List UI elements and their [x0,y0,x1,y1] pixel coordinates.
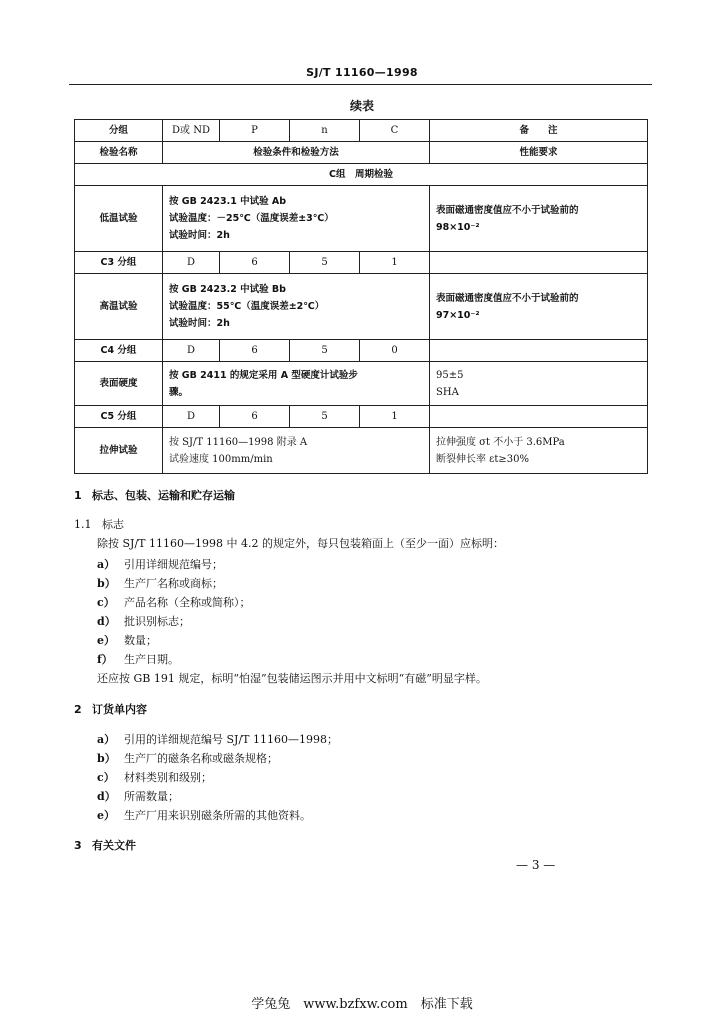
method-line: 试验时间：2h [169,230,230,241]
subgroup-row [75,406,648,428]
subsection-title: 标志 [102,518,124,531]
header-rule [69,84,652,85]
list-marker: a） [97,733,116,746]
subgroup-cell: 5 [290,252,360,274]
group-title: C组 周期检验 [75,164,648,186]
page-header: SJ/T 11160—1998 [306,66,418,79]
list-item [97,731,338,747]
section-heading-2 [74,701,147,717]
list-item [97,807,311,823]
header-cell: 检验条件和检验方法 [163,142,430,164]
method-line: 试验温度：55℃（温度误差±2℃） [169,301,325,312]
body-paragraph: 还应按 GB 191 规定，标明“怕湿”包装储运图示并用中文标明“有磁”明显字样。 [97,672,487,685]
list-item [97,769,212,785]
test-requirement [430,274,648,340]
test-method [163,274,430,340]
method-line: 试验温度：－25℃（温度误差±3℃） [169,213,334,224]
test-method [163,428,430,474]
header-cell: 分组 [75,120,163,142]
subgroup-cell: D [163,340,220,362]
group-title-row [75,164,648,186]
section-title: 有关文件 [92,839,136,852]
list-text: 引用的详细规范编号 SJ/T 11160—1998； [124,733,338,746]
list-item [97,575,223,591]
subgroup-row [75,252,648,274]
subgroup-cell: 1 [360,252,430,274]
subgroup-cell: 6 [220,406,290,428]
list-item [97,556,223,572]
list-text: 产品名称（全称或简称）； [124,596,251,609]
list-item [97,651,179,667]
list-marker: b） [97,752,116,765]
test-method [163,362,430,406]
section-heading-1 [74,487,235,503]
section-number: 2 [74,703,82,716]
requirement-line: 断裂伸长率 εt≥30% [436,453,529,465]
method-line: 按 GB 2423.1 中试验 Ab [169,196,287,207]
list-text: 生产日期。 [124,653,179,666]
list-item [97,594,251,610]
subgroup-cell: 6 [220,340,290,362]
subgroup-cell: C4 分组 [75,340,163,362]
subgroup-cell: D [163,406,220,428]
page-number: — 3 — [516,858,556,872]
header-cell: D或 ND [163,120,220,142]
section-title: 标志、包装、运输和贮存运输 [92,489,235,502]
list-text: 生产厂用来识别磁条所需的其他资料。 [124,809,311,822]
section-number: 1 [74,489,82,502]
subgroup-cell: 6 [220,252,290,274]
test-name: 表面硬度 [75,362,163,406]
list-text: 引用详细规范编号； [124,558,223,571]
subgroup-cell: C3 分组 [75,252,163,274]
list-text: 生产厂的磁条名称或磁条规格； [124,752,278,765]
list-marker: d） [97,615,116,628]
list-marker: e） [97,634,115,647]
requirement-line: 97×10⁻² [436,309,480,321]
subgroup-cell: 5 [290,340,360,362]
list-marker: c） [97,596,115,609]
site-footer: 学兔兔 www.bzfxw.com 标准下载 [251,997,473,1012]
method-line: 骤。 [169,386,189,398]
subgroup-cell [430,406,648,428]
list-item [97,613,190,629]
list-marker: c） [97,771,115,784]
list-marker: a） [97,558,116,571]
header-cell: P [220,120,290,142]
requirement-line: 95±5 [436,369,464,381]
list-marker: d） [97,790,116,803]
inspection-table [74,119,648,474]
test-requirement [430,428,648,474]
table-header-row [75,120,648,142]
subsection-heading [74,516,124,532]
table-row [75,186,648,252]
requirement-line: 表面磁通密度值应不小于试验前的 [436,292,579,304]
header-cell: 性能要求 [430,142,648,164]
list-text: 材料类别和级别； [124,771,212,784]
method-line: 按 GB 2423.2 中试验 Bb [169,284,286,295]
list-item [97,750,278,766]
test-name: 低温试验 [75,186,163,252]
subgroup-cell: C5 分组 [75,406,163,428]
requirement-line: 98×10⁻² [436,221,480,233]
subgroup-cell: 5 [290,406,360,428]
table-header-row [75,142,648,164]
table-caption: 续表 [349,99,374,113]
method-line: 试验时间：2h [169,318,230,329]
test-method [163,186,430,252]
list-marker: f） [97,653,113,666]
subgroup-cell [430,340,648,362]
section-title: 订货单内容 [92,703,147,716]
table-row [75,274,648,340]
body-paragraph: 除按 SJ/T 11160—1998 中 4.2 的规定外，每只包装箱面上（至少一面）应标明： [97,537,504,550]
requirement-line: 表面磁通密度值应不小于试验前的 [436,204,579,216]
method-line: 按 SJ/T 11160—1998 附录 A [169,436,308,448]
list-marker: e） [97,809,115,822]
header-cell: n [290,120,360,142]
subgroup-cell: D [163,252,220,274]
method-line: 按 GB 2411 的规定采用 A 型硬度计试验步 [169,369,358,381]
section-number: 3 [74,839,82,852]
table-row [75,362,648,406]
list-item [97,788,179,804]
table-row [75,428,648,474]
requirement-line: SHA [436,386,459,398]
subgroup-cell: 0 [360,340,430,362]
test-name: 高温试验 [75,274,163,340]
list-text: 所需数量； [124,790,179,803]
method-line: 试验速度 100mm/min [169,453,273,465]
list-text: 批识别标志； [124,615,190,628]
test-requirement [430,186,648,252]
list-text: 数量； [124,634,157,647]
subgroup-row [75,340,648,362]
list-item [97,632,157,648]
subgroup-cell: 1 [360,406,430,428]
test-requirement [430,362,648,406]
list-marker: b） [97,577,116,590]
list-text: 生产厂名称或商标； [124,577,223,590]
header-cell: C [360,120,430,142]
section-heading-3 [74,837,136,853]
subgroup-cell [430,252,648,274]
subsection-number: 1.1 [74,518,92,531]
header-cell: 备 注 [430,120,648,142]
header-cell: 检验名称 [75,142,163,164]
requirement-line: 拉伸强度 σt 不小于 3.6MPa [436,436,565,448]
test-name: 拉伸试验 [75,428,163,474]
